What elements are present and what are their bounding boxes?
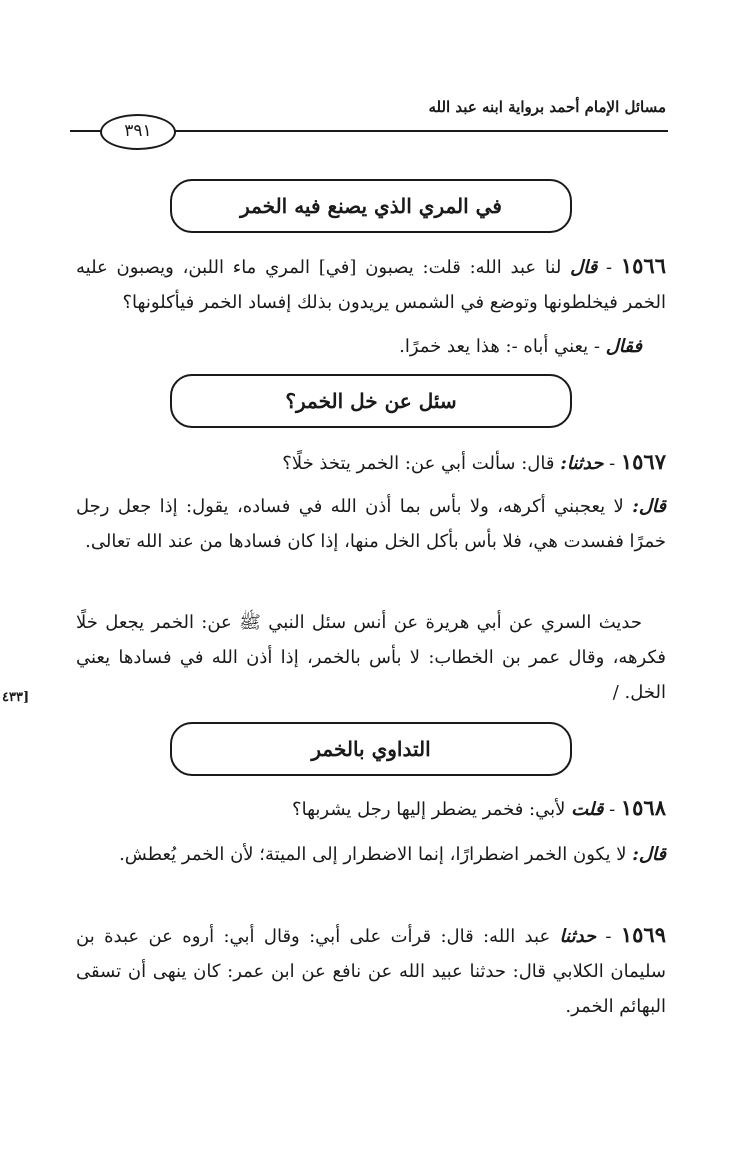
paragraph-text: لا يعجبني أكرهه، ولا بأس بما أذن الله في فساده، يقول: إذا جعل رجل خمرًا ففسدت هي، فلا بأس بأكل الخل منها، إذا كان فسادها من عند الله تعالى.	[76, 496, 666, 552]
page-number: ٣٩١	[100, 114, 176, 150]
paragraph-1567	[76, 444, 666, 481]
separator: -	[597, 257, 621, 278]
entry-number: ١٥٦٨	[620, 795, 666, 820]
separator: -	[596, 926, 621, 947]
keyword: قلت	[571, 799, 604, 820]
separator: -	[603, 799, 621, 820]
paragraph-text: حديث السري عن أبي هريرة عن أنس سئل النبي ﷺ عن: الخمر يجعل خلًا فكرهه، وقال عمر بن الخطاب: لا بأس بالخمر، إذا أذن الله في فسادها يعني الخل. /	[76, 612, 666, 703]
paragraph-text: - يعني أباه -: هذا يعد خمرًا.	[399, 336, 606, 357]
paragraph-1569	[76, 917, 666, 1024]
section-heading-1: في المري الذي يصنع فيه الخمر	[170, 179, 572, 233]
paragraph-text: قال: سألت أبي عن: الخمر يتخذ خلًا؟	[282, 453, 561, 474]
keyword: قال	[570, 257, 598, 278]
paragraph-text: لنا عبد الله: قلت: يصبون [في] المري ماء اللبن، ويصبون عليه الخمر فيخلطونها وتوضع في الشمس يريدون بذلك إفساد الخمر فيأكلونها؟	[76, 257, 666, 313]
entry-number: ١٥٦٩	[620, 922, 666, 947]
keyword: قال:	[632, 844, 666, 865]
entry-number: ١٥٦٦	[620, 253, 666, 278]
keyword: حدثنا	[559, 926, 597, 947]
paragraph-1567-answer	[76, 489, 666, 559]
running-title: مسائل الإمام أحمد برواية ابنه عبد الله	[428, 98, 666, 116]
margin-reference: ٤٣٣]	[2, 690, 30, 705]
paragraph-1568-answer	[76, 837, 666, 872]
paragraph-text: لأبي: فخمر يضطر إليها رجل يشربها؟	[292, 799, 572, 820]
paragraph-1567-hadith	[76, 605, 666, 710]
paragraph-1566-answer	[76, 329, 666, 364]
entry-number: ١٥٦٧	[620, 449, 666, 474]
keyword: قال:	[632, 496, 666, 517]
section-heading-2: سئل عن خل الخمر؟	[170, 374, 572, 428]
keyword: فقال	[605, 336, 642, 357]
section-heading-3: التداوي بالخمر	[170, 722, 572, 776]
keyword: حدثنا:	[560, 453, 604, 474]
separator: -	[603, 453, 621, 474]
paragraph-text: عبد الله: قال: قرأت على أبي: وقال أبي: أروه عن عبدة بن سليمان الكلابي قال: حدثنا عبيد الله عن نافع عن ابن عمر: كان ينهى أن تسقى البهائم الخمر.	[76, 926, 666, 1017]
paragraph-1566	[76, 248, 666, 320]
paragraph-text: لا يكون الخمر اضطرارًا، إنما الاضطرار إلى الميتة؛ لأن الخمر يُعطش.	[119, 844, 633, 865]
paragraph-1568	[76, 790, 666, 827]
